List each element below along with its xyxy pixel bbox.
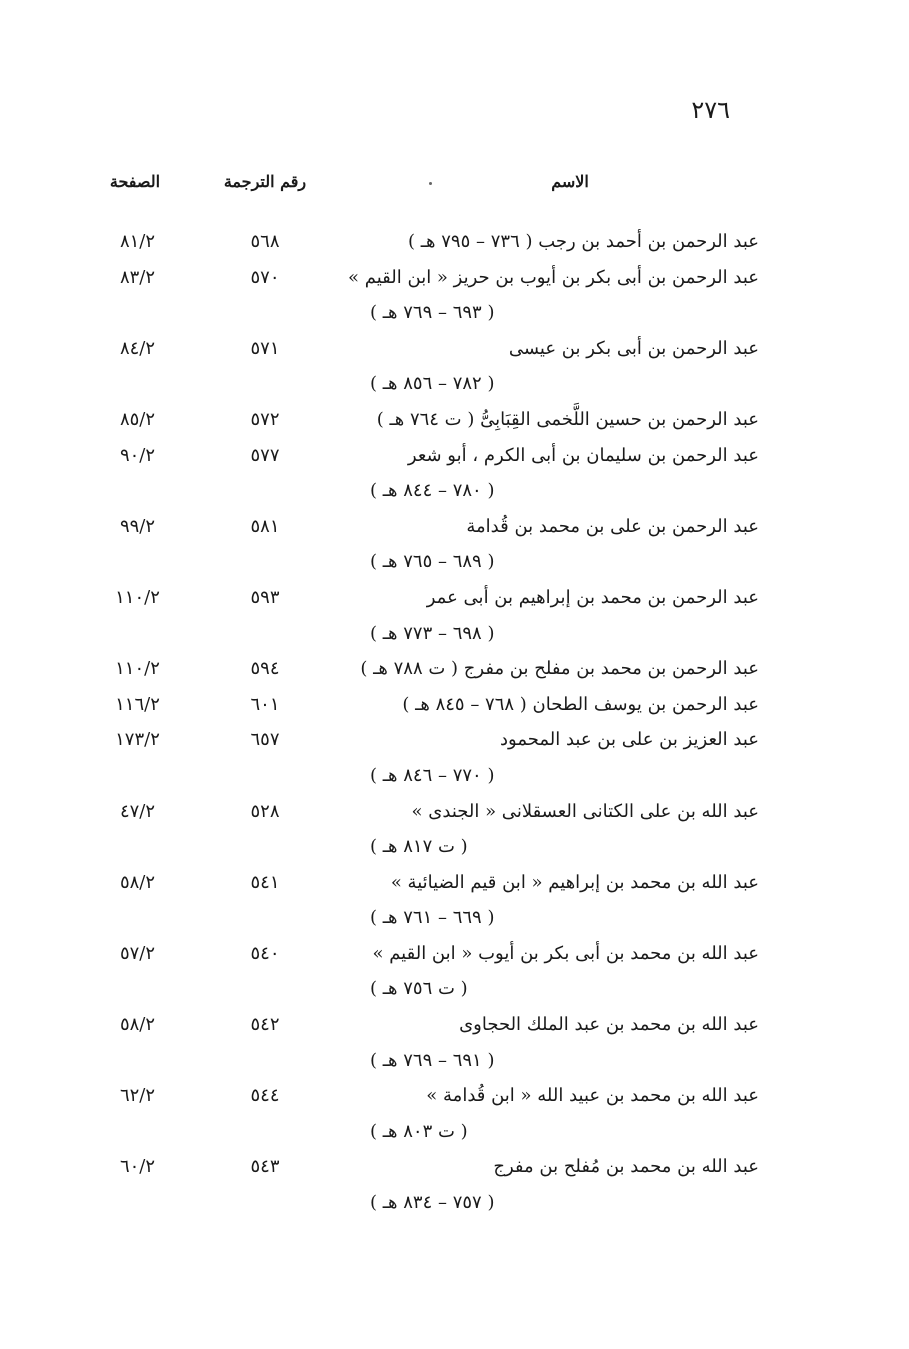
entry-dates: ( ٧٧٠ – ٨٤٦ هـ )	[370, 764, 495, 786]
index-entry	[0, 722, 909, 793]
entry-number: ٥٤٣	[250, 1156, 280, 1178]
entry-page: ٥٧/٢	[119, 942, 156, 964]
entry-page: ٩٩/٢	[119, 515, 156, 537]
entry-name: عبد الله بن على الكتانى العسقلانى « الجندى »	[411, 800, 759, 822]
entry-dates: ( ت ٧٥٦ هـ )	[370, 978, 468, 1000]
name-column-header: الاسم	[551, 172, 589, 191]
index-entry	[0, 438, 909, 509]
entry-dates: ( ٦٩٨ – ٧٧٣ هـ )	[370, 622, 495, 644]
entry-page: ٥٨/٢	[119, 1014, 156, 1036]
entry-name: عبد الرحمن بن محمد بن مفلح بن مفرج ( ت ٧٨٨ هـ )	[360, 658, 759, 680]
entry-name: عبد الرحمن بن يوسف الطحان ( ٧٦٨ – ٨٤٥ هـ )	[402, 693, 759, 715]
page-number: ٢٧٦	[691, 96, 730, 124]
index-entry	[0, 402, 909, 438]
index-entry	[0, 687, 909, 723]
entry-dates: ( ت ٨١٧ هـ )	[370, 836, 468, 858]
index-entry	[0, 331, 909, 402]
index-entry	[0, 936, 909, 1007]
index-entry	[0, 509, 909, 580]
entry-name: عبد الله بن محمد بن مُفلح بن مفرج	[493, 1156, 759, 1178]
entry-page: ٤٧/٢	[119, 800, 156, 822]
number-column-header: رقم الترجمة	[223, 172, 307, 191]
index-entry	[0, 1007, 909, 1078]
entry-dates: ( ٧٥٧ – ٨٣٤ هـ )	[370, 1192, 495, 1214]
entry-name: عبد الله بن محمد بن إبراهيم « ابن قيم الضيائية »	[390, 871, 759, 893]
entry-page: ٨٥/٢	[119, 408, 156, 430]
index-list	[0, 224, 909, 1221]
entry-page: ١١٦/٢	[115, 693, 160, 715]
entry-dates: ( ٧٨٠ – ٨٤٤ هـ )	[370, 480, 495, 502]
page-column-header: الصفحة	[109, 172, 161, 191]
entry-number: ٥٩٤	[250, 658, 280, 680]
index-entry	[0, 1149, 909, 1220]
entry-number: ٥٧٢	[250, 408, 280, 430]
index-entry	[0, 794, 909, 865]
index-entry	[0, 865, 909, 936]
table-header	[0, 172, 909, 198]
entry-name: عبد الله بن محمد بن عبيد الله « ابن قُدامة »	[426, 1085, 759, 1107]
entry-name: عبد الرحمن بن سليمان بن أبى الكرم ، أبو شعر	[407, 444, 759, 466]
entry-name: عبد العزيز بن على بن عبد المحمود	[500, 729, 759, 751]
entry-number: ٥٩٣	[250, 586, 280, 608]
entry-name: عبد الرحمن بن حسين اللَّخمى القِبَابِىُّ ( ت ٧٦٤ هـ )	[376, 408, 759, 430]
entry-name: عبد الله بن محمد بن عبد الملك الحجاوى	[459, 1014, 759, 1036]
entry-page: ٨١/٢	[119, 231, 156, 252]
entry-number: ٥٦٨	[250, 231, 280, 252]
index-entry	[0, 1078, 909, 1149]
entry-dates: ( ٦٨٩ – ٧٦٥ هـ )	[370, 551, 495, 573]
entry-name: عبد الله بن محمد بن أبى بكر بن أيوب « ابن القيم »	[372, 942, 759, 964]
index-entry	[0, 651, 909, 687]
entry-number: ٥٧٧	[250, 444, 280, 466]
entry-page: ٨٤/٢	[119, 337, 156, 359]
print-speck	[429, 182, 432, 185]
index-entry	[0, 224, 909, 260]
entry-number: ٥٤٠	[250, 942, 280, 964]
entry-dates: ( ٦٩١ – ٧٦٩ هـ )	[370, 1049, 495, 1071]
entry-page: ١١٠/٢	[115, 586, 160, 608]
entry-number: ٥٧١	[250, 337, 280, 359]
entry-page: ٩٠/٢	[119, 444, 156, 466]
entry-page: ٦٠/٢	[119, 1156, 156, 1178]
entry-page: ٦٢/٢	[119, 1085, 156, 1107]
index-entry	[0, 580, 909, 651]
entry-page: ١١٠/٢	[115, 658, 160, 680]
entry-number: ٥٨١	[250, 515, 280, 537]
entry-name: عبد الرحمن بن محمد بن إبراهيم بن أبى عمر	[426, 586, 759, 608]
entry-number: ٥٤٤	[250, 1085, 280, 1107]
entry-page: ١٧٣/٢	[115, 729, 160, 751]
entry-number: ٥٤١	[250, 871, 280, 893]
entry-number: ٦٠١	[250, 693, 280, 715]
entry-number: ٥٢٨	[250, 800, 280, 822]
entry-page: ٥٨/٢	[119, 871, 156, 893]
entry-name: عبد الرحمن بن على بن محمد بن قُدامة	[466, 515, 759, 537]
entry-page: ٨٣/٢	[119, 266, 156, 288]
entry-name: عبد الرحمن بن أحمد بن رجب ( ٧٣٦ – ٧٩٥ هـ )	[408, 231, 759, 252]
entry-dates: ( ٦٦٩ – ٧٦١ هـ )	[370, 907, 495, 929]
index-entry	[0, 260, 909, 331]
entry-number: ٥٤٢	[250, 1014, 280, 1036]
entry-dates: ( ت ٨٠٣ هـ )	[370, 1120, 468, 1142]
entry-name: عبد الرحمن بن أبى بكر بن أيوب بن حريز « ابن القيم »	[348, 266, 759, 288]
entry-number: ٥٧٠	[250, 266, 280, 288]
entry-dates: ( ٦٩٣ – ٧٦٩ هـ )	[370, 302, 495, 324]
entry-number: ٦٥٧	[250, 729, 280, 751]
entry-dates: ( ٧٨٢ – ٨٥٦ هـ )	[370, 373, 495, 395]
entry-name: عبد الرحمن بن أبى بكر بن عيسى	[508, 337, 759, 359]
